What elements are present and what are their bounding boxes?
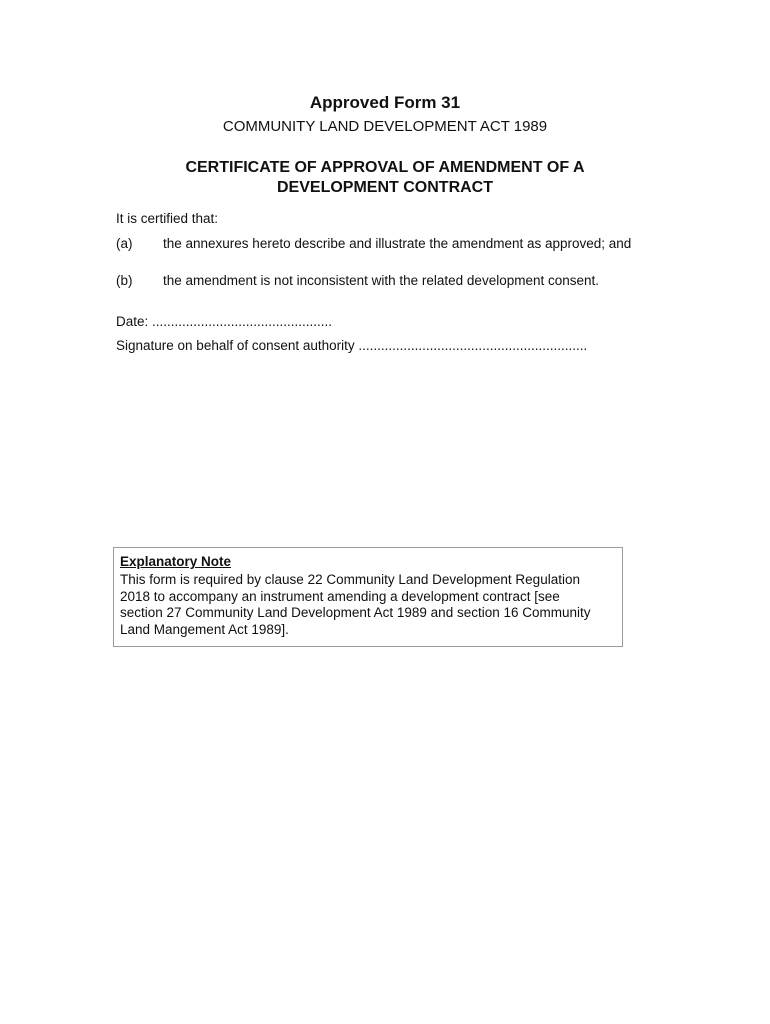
explanatory-note-body [120,572,616,638]
intro-text: It is certified that: [116,211,219,226]
explanatory-note-line: This form is required by clause 22 Community Land Development Regulation [120,572,580,587]
explanatory-note-heading: Explanatory Note [120,554,232,569]
certificate-title-line2: DEVELOPMENT CONTRACT [277,179,493,196]
explanatory-note-line: section 27 Community Land Development Act 1989 and section 16 Community [120,605,591,620]
explanatory-note-line: 2018 to accompany an instrument amending a development contract [see [120,588,560,604]
clause-b-label: (b) [116,273,133,288]
clause-a-label: (a) [116,236,133,251]
explanatory-note-box [113,547,623,647]
clause-b [116,272,636,289]
clause-a-text: the annexures hereto describe and illustrate the amendment as approved; and [163,236,632,251]
clause-b-text: the amendment is not inconsistent with the related development consent. [163,273,600,288]
certificate-title-line1: CERTIFICATE OF APPROVAL OF AMENDMENT OF A [185,159,585,176]
act-title: COMMUNITY LAND DEVELOPMENT ACT 1989 [222,118,548,135]
form-number: Approved Form 31 [309,93,461,112]
clause-a [116,235,636,252]
certificate-title [0,158,770,198]
explanatory-note-line: Land Mangement Act 1989]. [120,621,289,637]
signature-line: Signature on behalf of consent authority ............................................................. [116,338,588,353]
date-line: Date: ................................................ [116,314,333,329]
